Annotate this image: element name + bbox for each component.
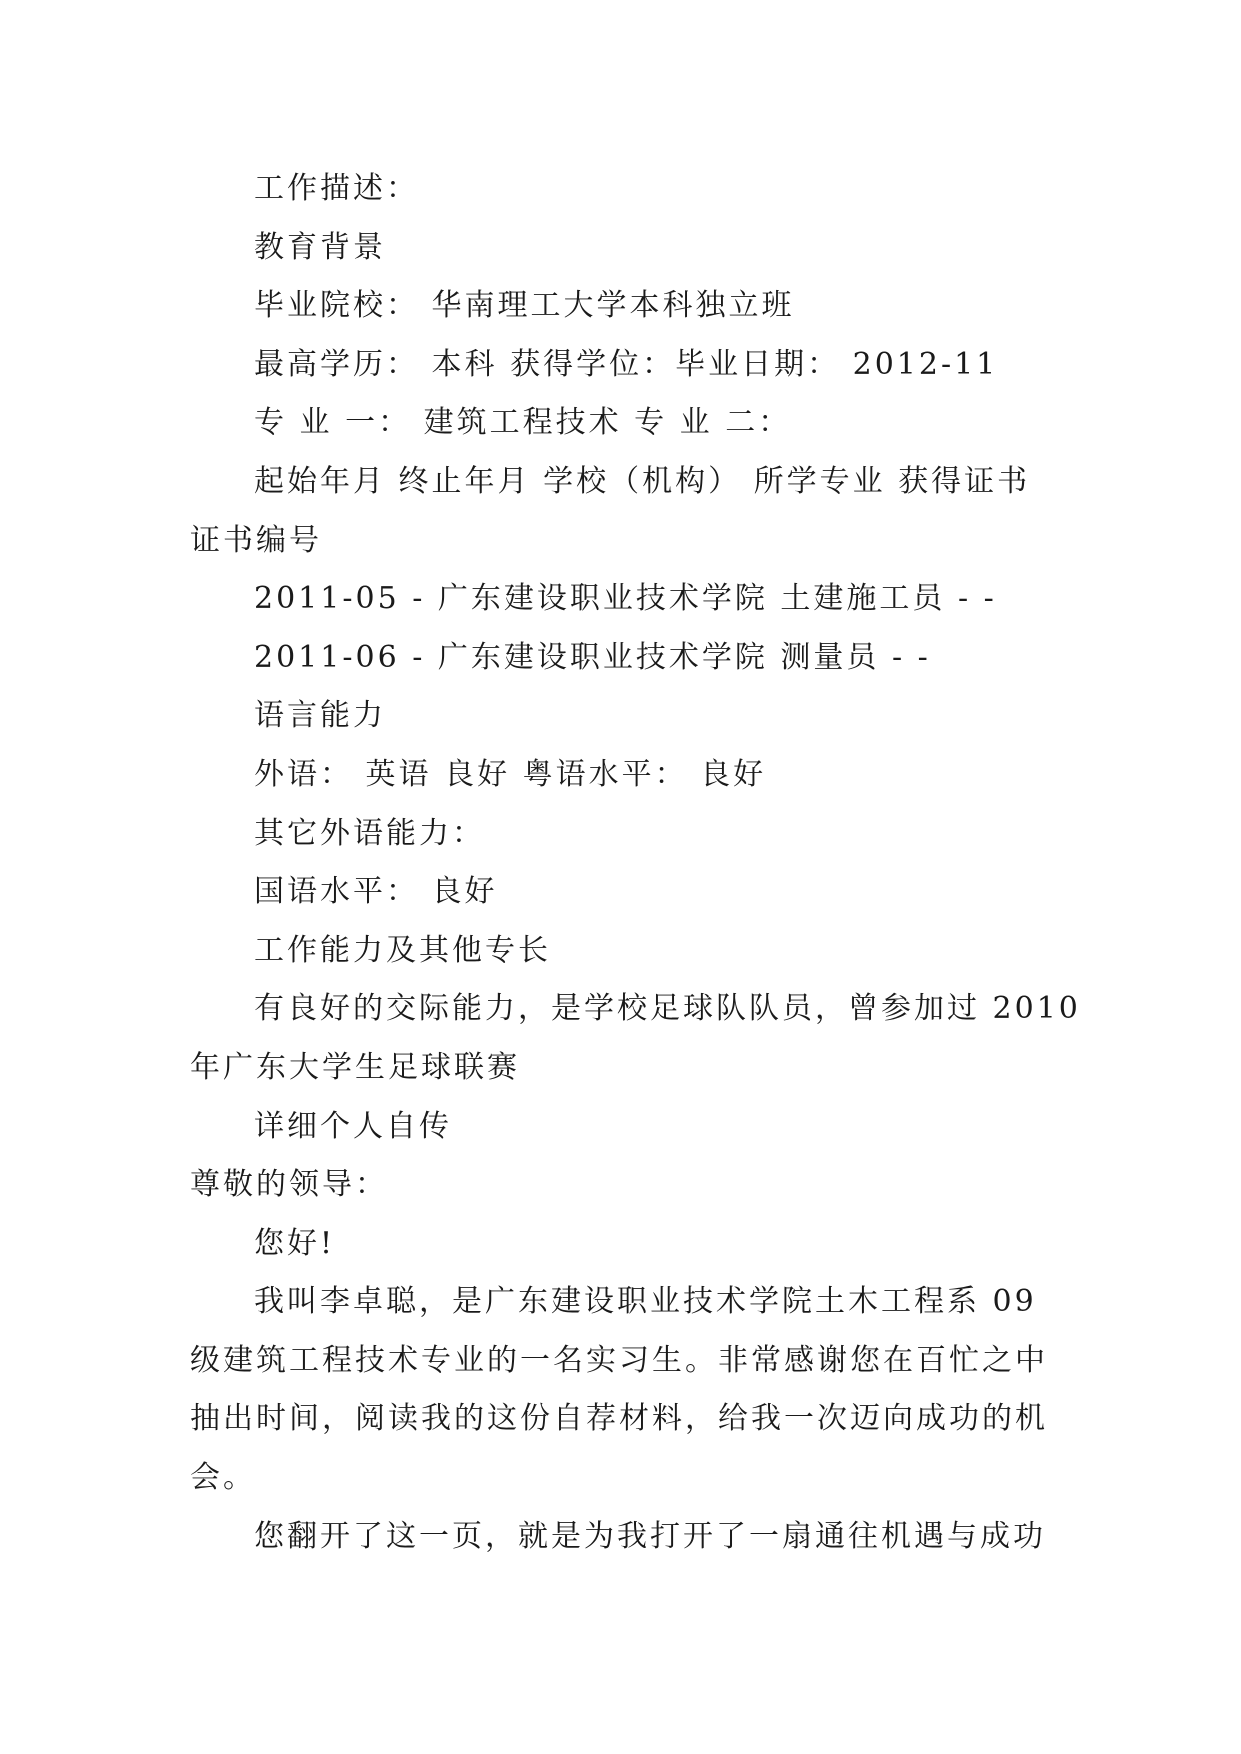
- section-heading: 教育背景: [254, 229, 386, 265]
- text-line: 抽出时间，阅读我的这份自荐材料，给我一次迈向成功的机: [190, 1401, 1048, 1437]
- text-line: 起始年月 终止年月 学校（机构） 所学专业 获得证书: [254, 463, 1031, 499]
- section-heading: 详细个人自传: [254, 1108, 452, 1144]
- text-line: 专 业 一： 建筑工程技术 专 业 二：: [254, 405, 792, 441]
- text-line: 有良好的交际能力，是学校足球队队员，曾参加过 2010: [254, 991, 1081, 1027]
- text-line: 毕业院校： 华南理工大学本科独立班: [254, 288, 795, 324]
- section-heading: 工作能力及其他专长: [254, 932, 551, 968]
- text-line: 外语： 英语 良好 粤语水平： 良好: [254, 756, 767, 792]
- text-line: 工作描述：: [254, 171, 419, 206]
- text-line: 您翻开了这一页，就是为我打开了一扇通往机遇与成功: [254, 1518, 1046, 1554]
- greeting: 您好!: [254, 1225, 336, 1261]
- text-line: 2011-05 - 广东建设职业技术学院 土建施工员 - -: [254, 581, 997, 617]
- text-line: 级建筑工程技术专业的一名实习生。非常感谢您在百忙之中: [190, 1342, 1048, 1378]
- salutation: 尊敬的领导：: [190, 1167, 388, 1203]
- text-line: 2011-06 - 广东建设职业技术学院 测量员 - -: [254, 639, 931, 675]
- text-line: 年广东大学生足球联赛: [190, 1049, 520, 1085]
- text-line: 国语水平： 良好: [254, 874, 498, 910]
- text-line: 我叫李卓聪，是广东建设职业技术学院土木工程系 09: [254, 1284, 1037, 1320]
- section-heading: 语言能力: [254, 698, 386, 734]
- text-line: 其它外语能力：: [254, 815, 485, 851]
- text-line: 会。: [190, 1460, 256, 1496]
- text-line: 最高学历： 本科 获得学位：毕业日期： 2012-11: [254, 346, 999, 382]
- text-line: 证书编号: [190, 522, 322, 558]
- document-body: [190, 160, 1081, 1566]
